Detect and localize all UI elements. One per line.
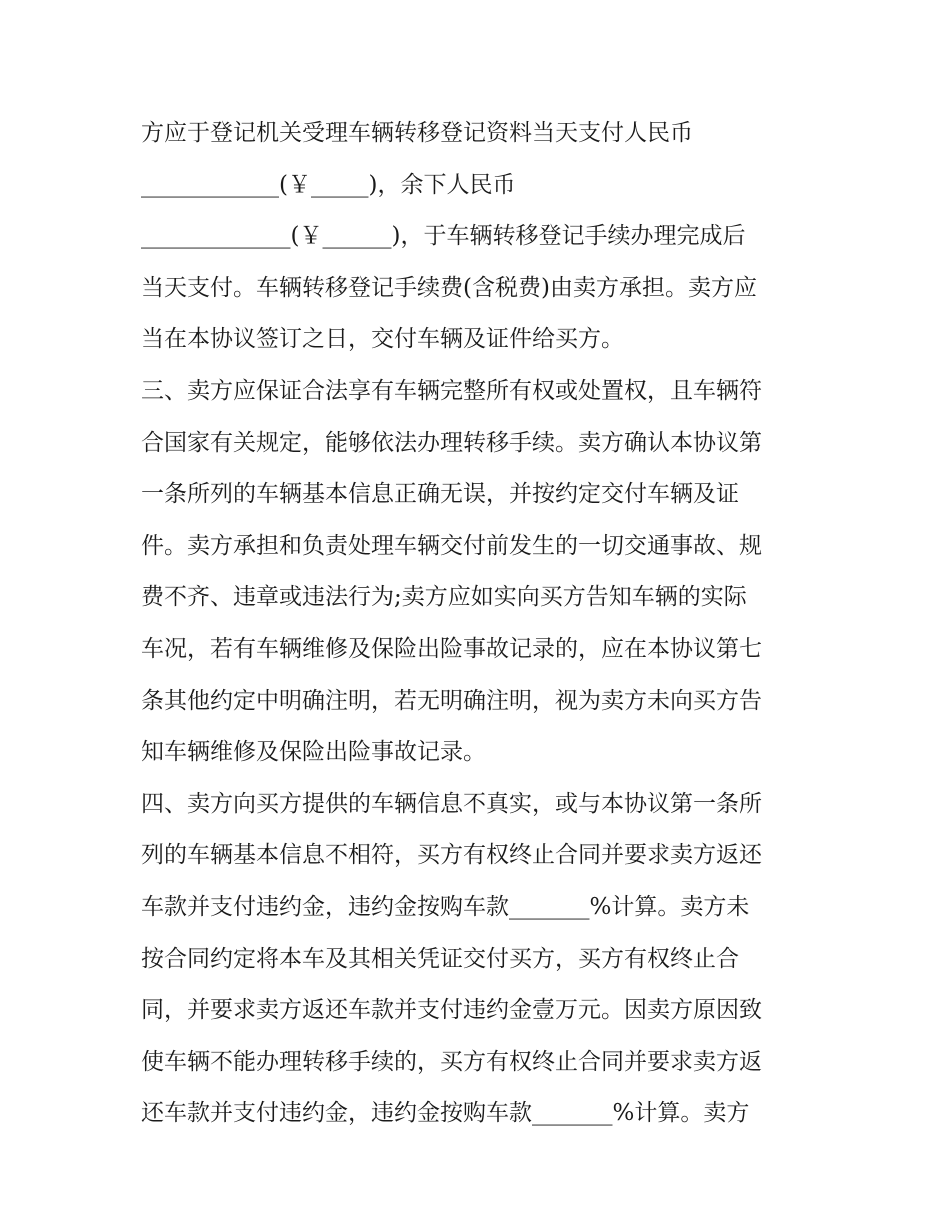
text-line: 当天支付。车辆转移登记手续费(含税费)由卖方承担。卖方应	[141, 274, 757, 301]
clause-3-start: 三、卖方应保证合法享有车辆完整所有权或处置权，且车辆符	[141, 377, 762, 404]
text-line: 条其他约定中明确注明，若无明确注明，视为卖方未向买方告	[141, 687, 762, 714]
contract-body-text	[141, 108, 821, 1140]
text-line: 当在本协议签订之日，交付车辆及证件给买方。	[141, 326, 624, 353]
text-line: 还车款并支付违约金，违约金按购车款_______%计算。卖方	[141, 1100, 750, 1127]
text-line: 合国家有关规定，能够依法办理转移手续。卖方确认本协议第	[141, 429, 762, 456]
text-line: 一条所列的车辆基本信息正确无误，并按约定交付车辆及证	[141, 481, 739, 508]
text-line: 件。卖方承担和负责处理车辆交付前发生的一切交通事故、规	[141, 532, 762, 559]
text-line: 列的车辆基本信息不相符，买方有权终止合同并要求卖方返还	[141, 842, 762, 869]
text-line: 车况，若有车辆维修及保险出险事故记录的，应在本协议第七	[141, 635, 762, 662]
text-line: ____________(￥_____)，余下人民币	[141, 171, 516, 198]
text-line: 费不齐、违章或违法行为;卖方应如实向买方告知车辆的实际	[141, 584, 747, 611]
clause-4-start: 四、卖方向买方提供的车辆信息不真实，或与本协议第一条所	[141, 790, 762, 817]
text-line: 按合同约定将本车及其相关凭证交付买方，买方有权终止合	[141, 945, 739, 972]
text-line: 方应于登记机关受理车辆转移登记资料当天支付人民币	[141, 120, 693, 146]
text-line: 车款并支付违约金，违约金按购车款_______%计算。卖方未	[141, 893, 750, 920]
text-line: 使车辆不能办理转移手续的，买方有权终止合同并要求卖方返	[141, 1048, 762, 1075]
text-line: _____________(￥______)，于车辆转移登记手续办理完成后	[141, 223, 746, 250]
text-line: 同，并要求卖方返还车款并支付违约金壹万元。因卖方原因致	[141, 997, 762, 1024]
text-line: 知车辆维修及保险出险事故记录。	[141, 739, 486, 766]
